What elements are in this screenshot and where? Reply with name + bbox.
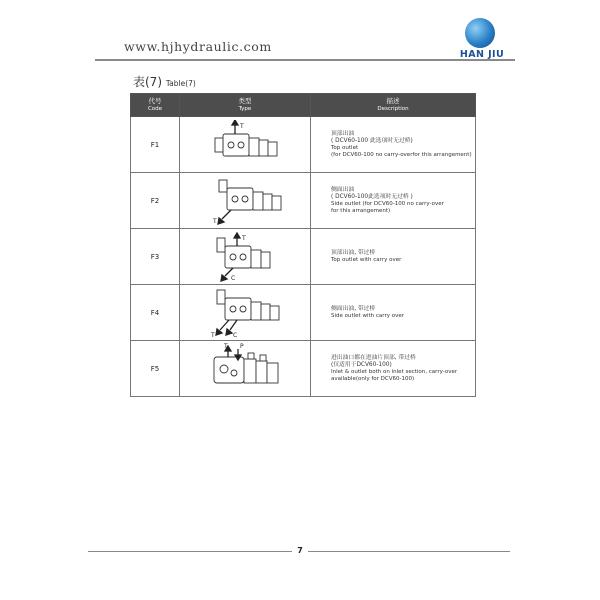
table-title-en: Table(7) — [165, 79, 196, 88]
table-row — [131, 229, 476, 285]
table-row — [131, 117, 476, 173]
svg-text:C: C — [233, 331, 238, 338]
svg-text:T: T — [240, 122, 244, 130]
valve-diagram-icon — [200, 343, 290, 395]
logo-text: HAN JIU — [459, 49, 505, 60]
column-header-code: 代号 Code — [131, 94, 180, 117]
svg-text:P: P — [240, 342, 244, 350]
column-header-type: 类型 Type — [180, 94, 311, 117]
svg-text:T: T — [211, 331, 215, 338]
svg-text:T: T — [242, 234, 246, 242]
row-description: 侧面出油 ( DCV60-100此选项时无过桥 ) Side outlet (for DCV60-100 no carry-over for this arrangement) — [311, 173, 476, 229]
table-title — [133, 73, 196, 90]
table-row — [131, 341, 476, 397]
valve-diagram-icon — [205, 288, 285, 338]
row-code: F4 — [131, 285, 180, 341]
row-description: 进出油口都在进油片顶部, 带过桥 (仅适用于DCV60-100) Inlet & outlet both on inlet section, carry-over available(only for DCV60-100) — [311, 341, 476, 397]
row-description: 侧面出油, 带过桥 Side outlet with carry over — [311, 285, 476, 341]
row-description: 顶部出油, 带过桥 Top outlet with carry over — [311, 229, 476, 285]
valve-diagram-icon — [205, 176, 285, 226]
row-type-illustration — [180, 229, 311, 285]
svg-text:C: C — [231, 274, 236, 282]
row-type-illustration — [180, 341, 311, 397]
svg-text:T: T — [224, 342, 228, 350]
page-number: 7 — [292, 545, 308, 557]
row-description: 顶部出油 ( DCV60-100 此选项时无过桥) Top outlet (for DCV60-100 no carry-overfor this arrangement) — [311, 117, 476, 173]
table-row — [131, 285, 476, 341]
outlet-options-table — [130, 93, 476, 397]
row-code: F3 — [131, 229, 180, 285]
row-code: F5 — [131, 341, 180, 397]
column-header-description: 描述 Description — [311, 94, 476, 117]
row-code: F1 — [131, 117, 180, 173]
table-header-row — [131, 94, 476, 117]
table-title-zh: 表(7) — [133, 75, 162, 89]
globe-logo-icon — [465, 18, 495, 48]
row-type-illustration — [180, 285, 311, 341]
valve-diagram-icon — [205, 232, 285, 282]
table-row — [131, 173, 476, 229]
row-type-illustration — [180, 173, 311, 229]
valve-diagram-icon — [205, 120, 285, 170]
row-code: F2 — [131, 173, 180, 229]
row-type-illustration — [180, 117, 311, 173]
company-logo — [452, 16, 512, 64]
svg-text:T: T — [213, 217, 217, 225]
website-url: www.hjhydraulic.com — [124, 39, 272, 54]
